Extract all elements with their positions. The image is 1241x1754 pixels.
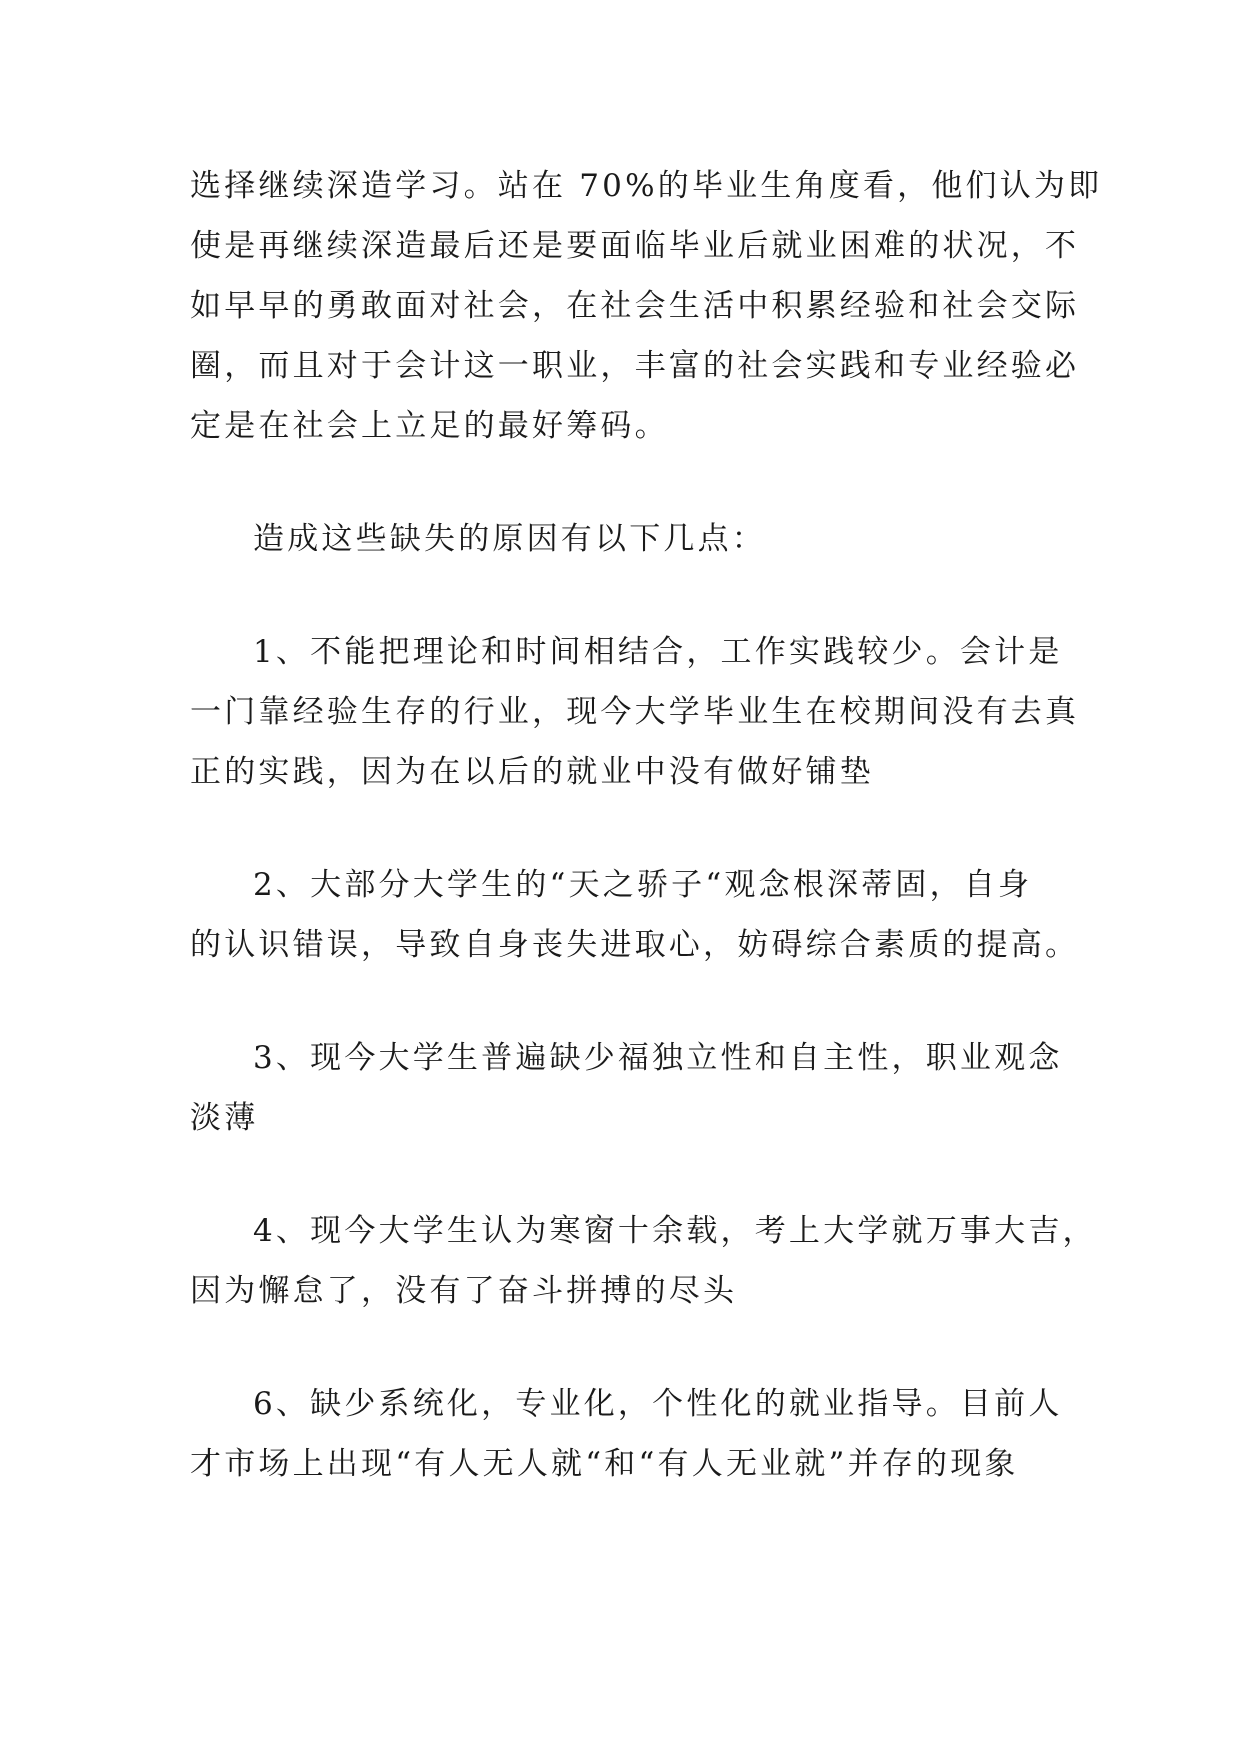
- paragraph-1-line-5: 定是在社会上立足的最好筹码。: [190, 408, 669, 444]
- paragraph-2-line-1: 造成这些缺失的原因有以下几点：: [253, 521, 766, 557]
- list-item-1-line-3: 正的实践，因为在以后的就业中没有做好铺垫: [190, 754, 874, 790]
- list-item-6-line-2: 才市场上出现“有人无人就“和“有人无业就”并存的现象: [190, 1446, 1019, 1482]
- paragraph-1-line-3: 如早早的勇敢面对社会，在社会生活中积累经验和社会交际: [190, 288, 1080, 324]
- list-item-6-line-1: 6、缺少系统化，专业化，个性化的就业指导。目前人: [253, 1386, 1063, 1422]
- list-item-2-line-2: 的认识错误，导致自身丧失进取心，妨碍综合素质的提高。: [190, 927, 1080, 963]
- list-item-4-line-1: 4、现今大学生认为寒窗十余载，考上大学就万事大吉，: [253, 1213, 1097, 1249]
- list-item-1-line-1: 1、不能把理论和时间相结合，工作实践较少。会计是: [253, 634, 1063, 670]
- list-item-1-line-2: 一门靠经验生存的行业，现今大学毕业生在校期间没有去真: [190, 694, 1080, 730]
- paragraph-1-line-4: 圈，而且对于会计这一职业，丰富的社会实践和专业经验必: [190, 348, 1080, 384]
- list-item-2-line-1: 2、大部分大学生的“天之骄子“观念根深蒂固，自身: [253, 867, 1033, 903]
- list-item-3-line-2: 淡薄: [190, 1100, 259, 1136]
- paragraph-1-line-1: 选择继续深造学习。站在 70%的毕业生角度看，他们认为即: [190, 168, 1103, 204]
- list-item-4-line-2: 因为懈怠了，没有了奋斗拼搏的尽头: [190, 1273, 738, 1309]
- paragraph-1-line-2: 使是再继续深造最后还是要面临毕业后就业困难的状况，不: [190, 228, 1080, 264]
- list-item-3-line-1: 3、现今大学生普遍缺少福独立性和自主性，职业观念: [253, 1040, 1063, 1076]
